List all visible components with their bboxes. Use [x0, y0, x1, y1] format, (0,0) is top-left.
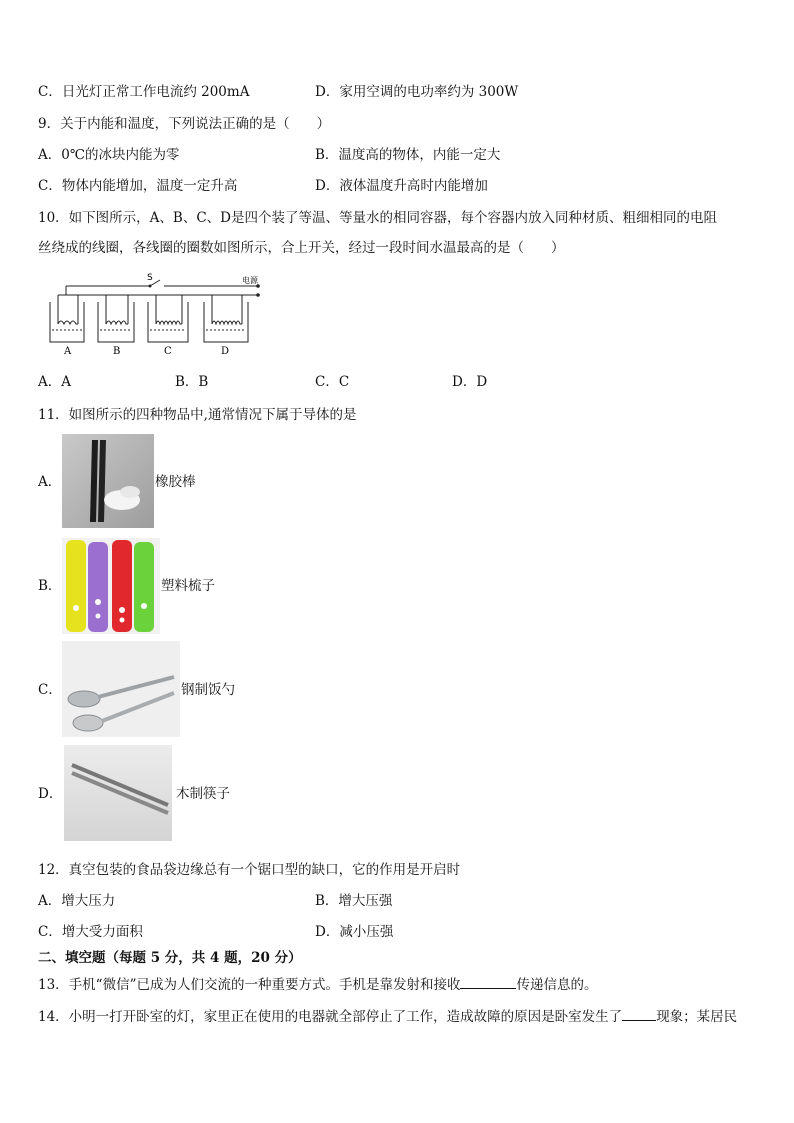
q8-option-d: D．家用空调的电功率约为 300W — [315, 84, 519, 100]
q10-switch-label: S — [147, 273, 153, 283]
wooden-chopsticks-photo — [64, 745, 172, 841]
q12-option-c: C．增大受力面积 — [38, 924, 143, 940]
q13-text-before: 13．手机“微信”已成为人们交流的一种重要方式。手机是靠发射和接收 — [38, 977, 461, 993]
q12-option-b: B．增大压强 — [315, 893, 393, 909]
q10-label-d: D — [221, 346, 230, 357]
q11-option-c-label: 钢制饭勺 — [181, 682, 235, 698]
q11-option-d-label: 木制筷子 — [176, 786, 230, 802]
q9-option-b: B．温度高的物体，内能一定大 — [315, 147, 501, 163]
q14-answer-blank[interactable] — [622, 1006, 656, 1021]
section-2-title: 二、填空题（每题 5 分，共 4 题，20 分） — [38, 950, 302, 966]
steel-spoon-photo — [62, 641, 180, 737]
q8-option-c: C．日光灯正常工作电流约 200mA — [38, 84, 250, 100]
q10-option-c: C．C — [315, 374, 350, 390]
q14-text-after: 现象；某居民 — [656, 1009, 738, 1025]
q11-option-c-letter: C． — [38, 682, 62, 698]
q10-stem-line2: 丝绕成的线圈，各线圈的圈数如图所示，合上开关，经过一段时间水温最高的是（ ） — [38, 240, 565, 256]
q9-option-a: A．0℃的冰块内能为零 — [38, 147, 180, 163]
q11-option-b-label: 塑料梳子 — [161, 578, 215, 594]
q14-text-before: 14．小明一打开卧室的灯，家里正在使用的电器就全部停止了工作，造成故障的原因是卧室发生了 — [38, 1009, 623, 1025]
q10-label-c: C — [164, 346, 172, 357]
q10-power-label: 电源 — [242, 276, 258, 285]
q11-option-d-letter: D． — [38, 786, 63, 802]
q14-line — [38, 1006, 737, 1027]
q10-option-b: B．B — [175, 374, 209, 390]
q12-option-a: A．增大压力 — [38, 893, 116, 909]
q12-option-d: D．减小压强 — [315, 924, 394, 940]
q13-text-after: 传递信息的。 — [516, 977, 598, 993]
q13-answer-blank[interactable] — [460, 974, 516, 989]
q9-option-c: C．物体内能增加，温度一定升高 — [38, 178, 238, 194]
q9-stem: 9．关于内能和温度，下列说法正确的是（ ） — [38, 116, 331, 132]
q13-line — [38, 974, 597, 995]
q10-option-d: D．D — [452, 374, 488, 390]
q11-option-a-letter: A． — [38, 474, 62, 490]
q11-option-a-label: 橡胶棒 — [155, 474, 196, 490]
rubber-rod-photo — [62, 434, 154, 528]
q10-label-b: B — [113, 346, 121, 357]
q10-label-a: A — [64, 346, 72, 357]
q10-option-a: A．A — [38, 374, 71, 390]
q12-stem: 12．真空包装的食品袋边缘总有一个锯口型的缺口，它的作用是开启时 — [38, 862, 461, 878]
q9-option-d: D．液体温度升高时内能增加 — [315, 178, 488, 194]
q11-stem: 11．如图所示的四种物品中,通常情况下属于导体的是 — [38, 407, 357, 423]
q10-stem-line1: 10．如下图所示，A、B、C、D是四个装了等温、等量水的相同容器，每个容器内放入同种材质、粗细相同的电阻 — [38, 210, 717, 226]
plastic-comb-photo — [62, 538, 160, 634]
q10-circuit-figure — [44, 272, 270, 358]
q11-option-b-letter: B． — [38, 578, 62, 594]
